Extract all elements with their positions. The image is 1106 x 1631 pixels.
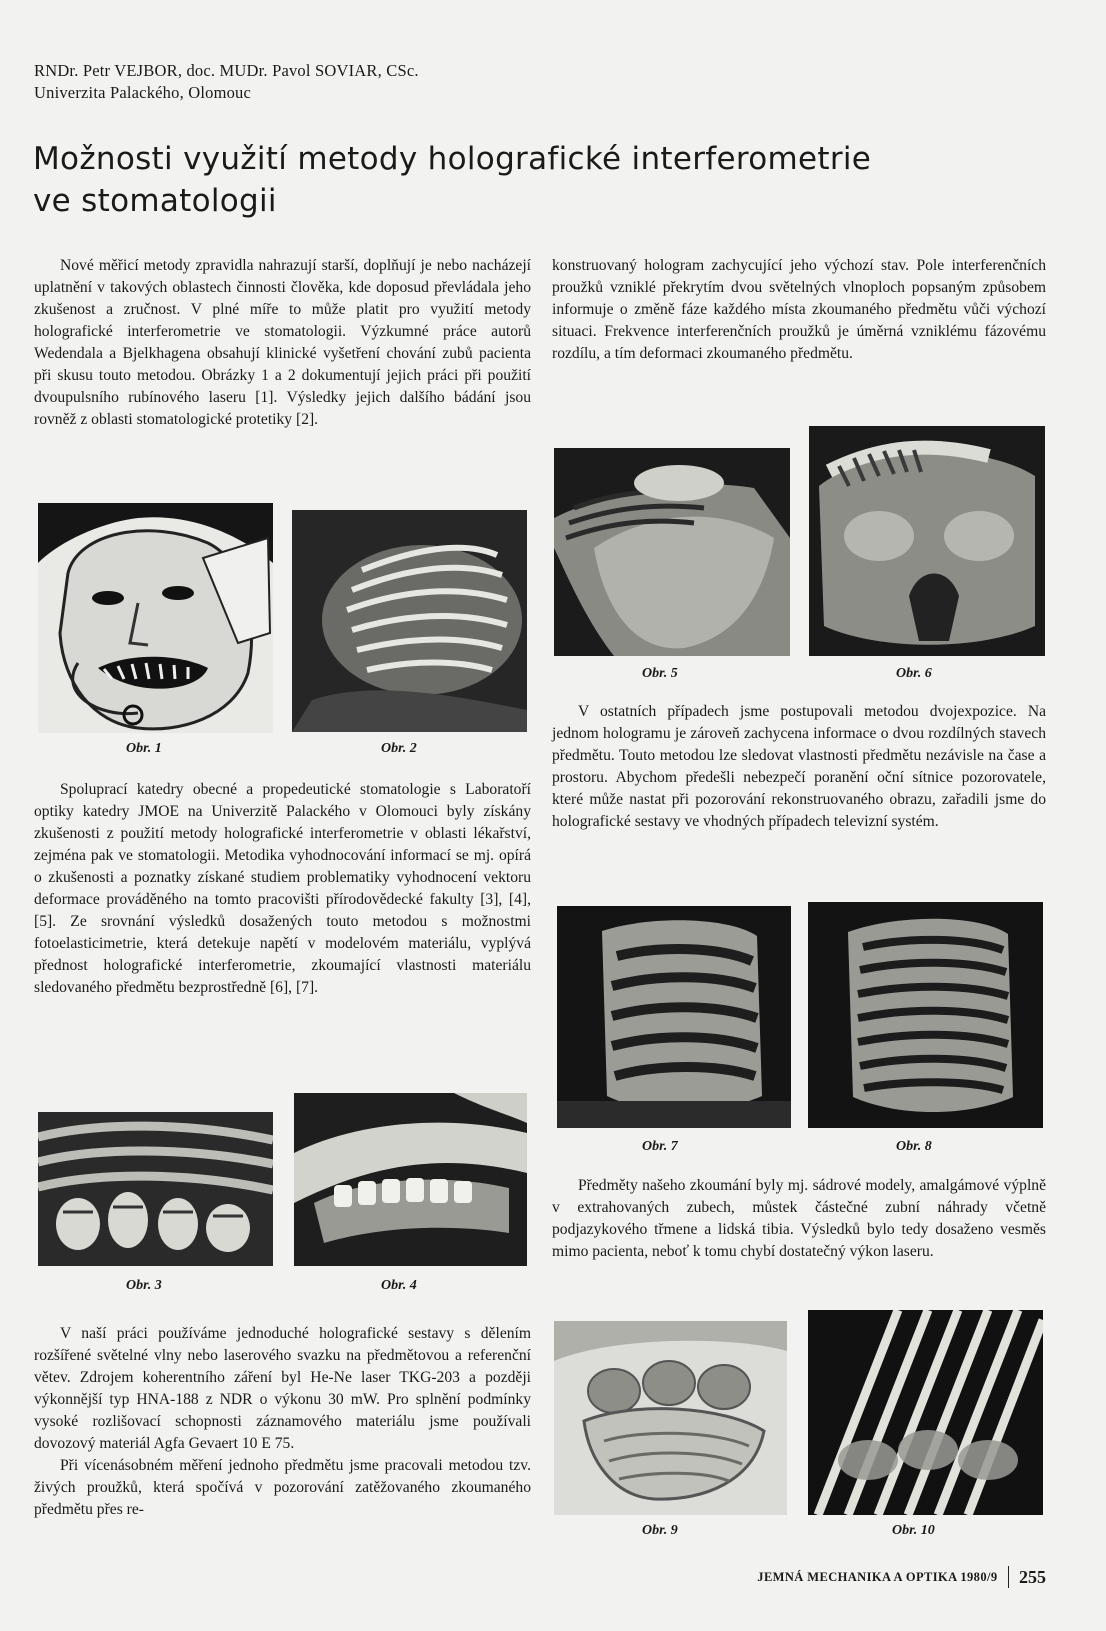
page-number: 255 xyxy=(1019,1566,1046,1587)
figure-10-image xyxy=(808,1310,1043,1515)
right-column-double-exposure xyxy=(552,701,1046,833)
left-column-method xyxy=(34,1323,531,1521)
left-column-cooperation xyxy=(34,779,531,999)
page-footer xyxy=(757,1566,1046,1588)
paragraph-intro: Nové měřicí metody zpravidla nahrazují starší, doplňují je nebo nacházejí uplatnění v takových oblastech činnosti člověka, kde doposud převládala jeho zkušenost a zručnost. V plné míře to může platit pro využití metody holografické interferometrie ve stomatologii. Výzkumné práce autorů Wedendala a Bjelkhagena obsahují klinické vyšetření chování zubů pacienta při skusu touto metodou. Obrázky 1 a 2 dokumentují jejich práci při použití dvoupulsního rubínového laseru [1]. Výsledky jejich dalšího bádání jsou rovněž z oblasti stomatologické protetiky [2]. xyxy=(34,257,531,428)
paragraph-continuation: konstruovaný hologram zachycující jeho výchozí stav. Pole interferenčních proužků vzniklé překrytím dvou světelných vlnoploch popsaným způsobem informuje o změně fáze každého místa zkoumaného předmětu vůči výchozí situaci. Frekvence interferenčních proužků je úměrná vzniklému fázovému rozdílu, a tím deformaci zkoumaného předmětu. xyxy=(552,257,1046,362)
figure-8-image xyxy=(808,902,1043,1128)
figure-5-image xyxy=(554,448,790,656)
title-line-2: ve stomatologii xyxy=(33,183,277,219)
caption-obr-5: Obr. 5 xyxy=(642,666,678,681)
left-column-intro xyxy=(34,255,531,431)
figure-4-image xyxy=(294,1093,527,1266)
authors-line: RNDr. Petr VEJBOR, doc. MUDr. Pavol SOVIAR, CSc. xyxy=(34,61,419,80)
figure-7-image xyxy=(557,906,791,1128)
caption-obr-3: Obr. 3 xyxy=(126,1278,162,1293)
caption-obr-2: Obr. 2 xyxy=(381,741,417,756)
title-line-1: Možnosti využití metody holografické interferometrie xyxy=(33,141,872,177)
footer-divider xyxy=(1008,1566,1010,1588)
paragraph-double-exposure: V ostatních případech jsme postupovali metodou dvojexpozice. Na jednom hologramu je zároveň zachycena informace o dvou rozdílných stavech předmětu. Touto metodou lze sledovat vlastnosti předmětu nezávisle na čase a prostoru. Abychom předešli nebezpečí poranění oční sítnice pozorovatele, které může nastat při pozorování rekonstruovaného obrazu, zařadili jsme do holografické sestavy ve vhodných případech televizní systém. xyxy=(552,703,1046,830)
figure-2-image xyxy=(292,510,527,732)
caption-obr-6: Obr. 6 xyxy=(896,666,932,681)
paragraph-subjects: Předměty našeho zkoumání byly mj. sádrové modely, amalgámové výplně v extrahovaných zubech, můstek částečné zubní náhrady včetně podjazykového třmene a lidská tibia. Výsledků bylo tedy dosaženo vesměs mimo pacienta, neboť k tomu chybí dostatečný výkon laseru. xyxy=(552,1177,1046,1260)
right-column-continuation xyxy=(552,255,1046,365)
caption-obr-9: Obr. 9 xyxy=(642,1523,678,1538)
author-block xyxy=(34,60,419,104)
caption-obr-10: Obr. 10 xyxy=(892,1523,935,1538)
figure-1-image xyxy=(38,503,273,733)
caption-obr-1: Obr. 1 xyxy=(126,741,162,756)
article-title xyxy=(33,138,933,222)
caption-obr-7: Obr. 7 xyxy=(642,1139,678,1154)
caption-obr-4: Obr. 4 xyxy=(381,1278,417,1293)
paragraph-method-2: Při vícenásobném měření jednoho předmětu jsme pracovali metodou tzv. živých proužků, která spočívá v pozorování zatěžovaného zkoumaného předmětu přes re- xyxy=(34,1457,531,1518)
affiliation-line: Univerzita Palackého, Olomouc xyxy=(34,83,252,102)
paragraph-method-1: V naší práci používáme jednoduché holografické sestavy s dělením rozšířené světelné vlny nebo laserového svazku na předmětovou a referenční větev. Zdrojem koherentního záření byl He-Ne laser TKG-203 a později výkonnější typ HNA-188 z NDR o výkonu 30 mW. Pro splnění podmínky vysoké rozlišovací schopnosti záznamového materiálu jsme používali dovozový materiál Agfa Gevaert 10 E 75. xyxy=(34,1325,531,1452)
right-column-subjects xyxy=(552,1175,1046,1263)
journal-name: JEMNÁ MECHANIKA A OPTIKA 1980/9 xyxy=(757,1569,998,1584)
figure-3-image xyxy=(38,1112,273,1266)
figure-6-image xyxy=(809,426,1045,656)
caption-obr-8: Obr. 8 xyxy=(896,1139,932,1154)
paragraph-cooperation: Spoluprací katedry obecné a propedeutické stomatologie s Laboratoří optiky katedry JMOE na Univerzitě Palackého v Olomouci byly získány zkušenosti z použití metody holografické interferometrie v oblasti lékařství, zejména pak ve stomatologii. Metodika vyhodnocování informací se mj. opírá o zkušenosti a poznatky získané studiem problematiky vyhodnocení vektoru deformace prováděného na tomto pracovišti přírodovědecké fakulty [3], [4], [5]. Ze srovnání výsledků dosažených touto metodou s možnostmi fotoelasticimetrie, která detekuje napětí v modelovém materiálu, vyplývá přednost holografické interferometrie, zkoumající vlastnosti materiálu sledovaného předmětu bezprostředně [6], [7]. xyxy=(34,781,531,996)
figure-9-image xyxy=(554,1321,787,1515)
